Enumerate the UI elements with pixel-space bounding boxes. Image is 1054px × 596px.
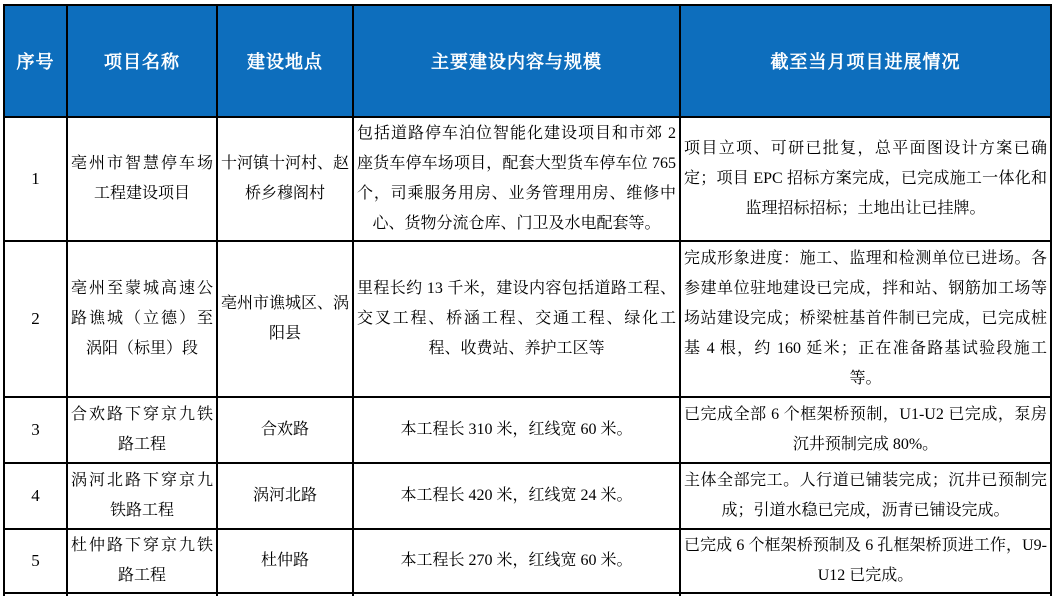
cell-project-name: 合欢路下穿京九铁路工程 [67, 397, 217, 463]
table-row [4, 117, 1051, 241]
column-header-content: 主要建设内容与规模 [353, 5, 680, 117]
cell-row-no: 3 [4, 397, 67, 463]
project-progress-table [3, 4, 1052, 596]
cell-project-name: 亳州至蒙城高速公路谯城（立德）至涡阳（标里）段 [67, 241, 217, 397]
table-header [4, 5, 1051, 117]
cell-progress: 已完成 6 个框架桥预制及 6 孔框架桥顶进工作，U9-U12 已完成。 [680, 529, 1051, 593]
cell-row-no: 4 [4, 463, 67, 529]
column-header-no: 序号 [4, 5, 67, 117]
cell-content: 本工程长 270 米，红线宽 60 米。 [353, 529, 680, 593]
table-body [4, 117, 1051, 596]
header-row [4, 5, 1051, 117]
cell-project-name: 亳州市智慧停车场工程建设项目 [67, 117, 217, 241]
cell-progress: 完成形象进度：施工、监理和检测单位已进场。各参建单位驻地建设已完成，拌和站、钢筋加工场等场站建设完成；桥梁桩基首件制已完成，已完成桩基 4 根，约 160 延米；正在准备路基试验段施工等。 [680, 241, 1051, 397]
cell-content: 里程长约 13 千米，建设内容包括道路工程、交叉工程、桥涵工程、交通工程、绿化工程、收费站、养护工区等 [353, 241, 680, 397]
cell-progress: 已完成全部 6 个框架桥预制，U1-U2 已完成，泵房沉井预制完成 80%。 [680, 397, 1051, 463]
cell-content: 包括道路停车泊位智能化建设项目和市郊 2 座货车停车场项目，配套大型货车停车位 765 个，司乘服务用房、业务管理用房、维修中心、货物分流仓库、门卫及水电配套等。 [353, 117, 680, 241]
cell-row-no: 5 [4, 529, 67, 593]
table-row [4, 529, 1051, 593]
column-header-name: 项目名称 [67, 5, 217, 117]
cell-location: 涡河北路 [217, 463, 353, 529]
cell-progress: 项目立项、可研已批复，总平面图设计方案已确定；项目 EPC 招标方案完成，已完成施工一体化和监理招标招标；土地出让已挂牌。 [680, 117, 1051, 241]
column-header-location: 建设地点 [217, 5, 353, 117]
cell-location: 合欢路 [217, 397, 353, 463]
table-row [4, 463, 1051, 529]
table-row [4, 241, 1051, 397]
cell-progress: 主体全部完工。人行道已铺装完成；沉井已预制完成；引道水稳已完成，沥青已铺设完成。 [680, 463, 1051, 529]
cell-row-no: 2 [4, 241, 67, 397]
cell-content: 本工程长 310 米，红线宽 60 米。 [353, 397, 680, 463]
cell-project-name: 涡河北路下穿京九铁路工程 [67, 463, 217, 529]
cell-location: 杜仲路 [217, 529, 353, 593]
cell-location: 亳州市谯城区、涡阳县 [217, 241, 353, 397]
column-header-progress: 截至当月项目进展情况 [680, 5, 1051, 117]
cell-location: 十河镇十河村、赵桥乡穆阁村 [217, 117, 353, 241]
cell-project-name: 杜仲路下穿京九铁路工程 [67, 529, 217, 593]
cell-row-no: 1 [4, 117, 67, 241]
table-row [4, 397, 1051, 463]
cell-content: 本工程长 420 米，红线宽 24 米。 [353, 463, 680, 529]
